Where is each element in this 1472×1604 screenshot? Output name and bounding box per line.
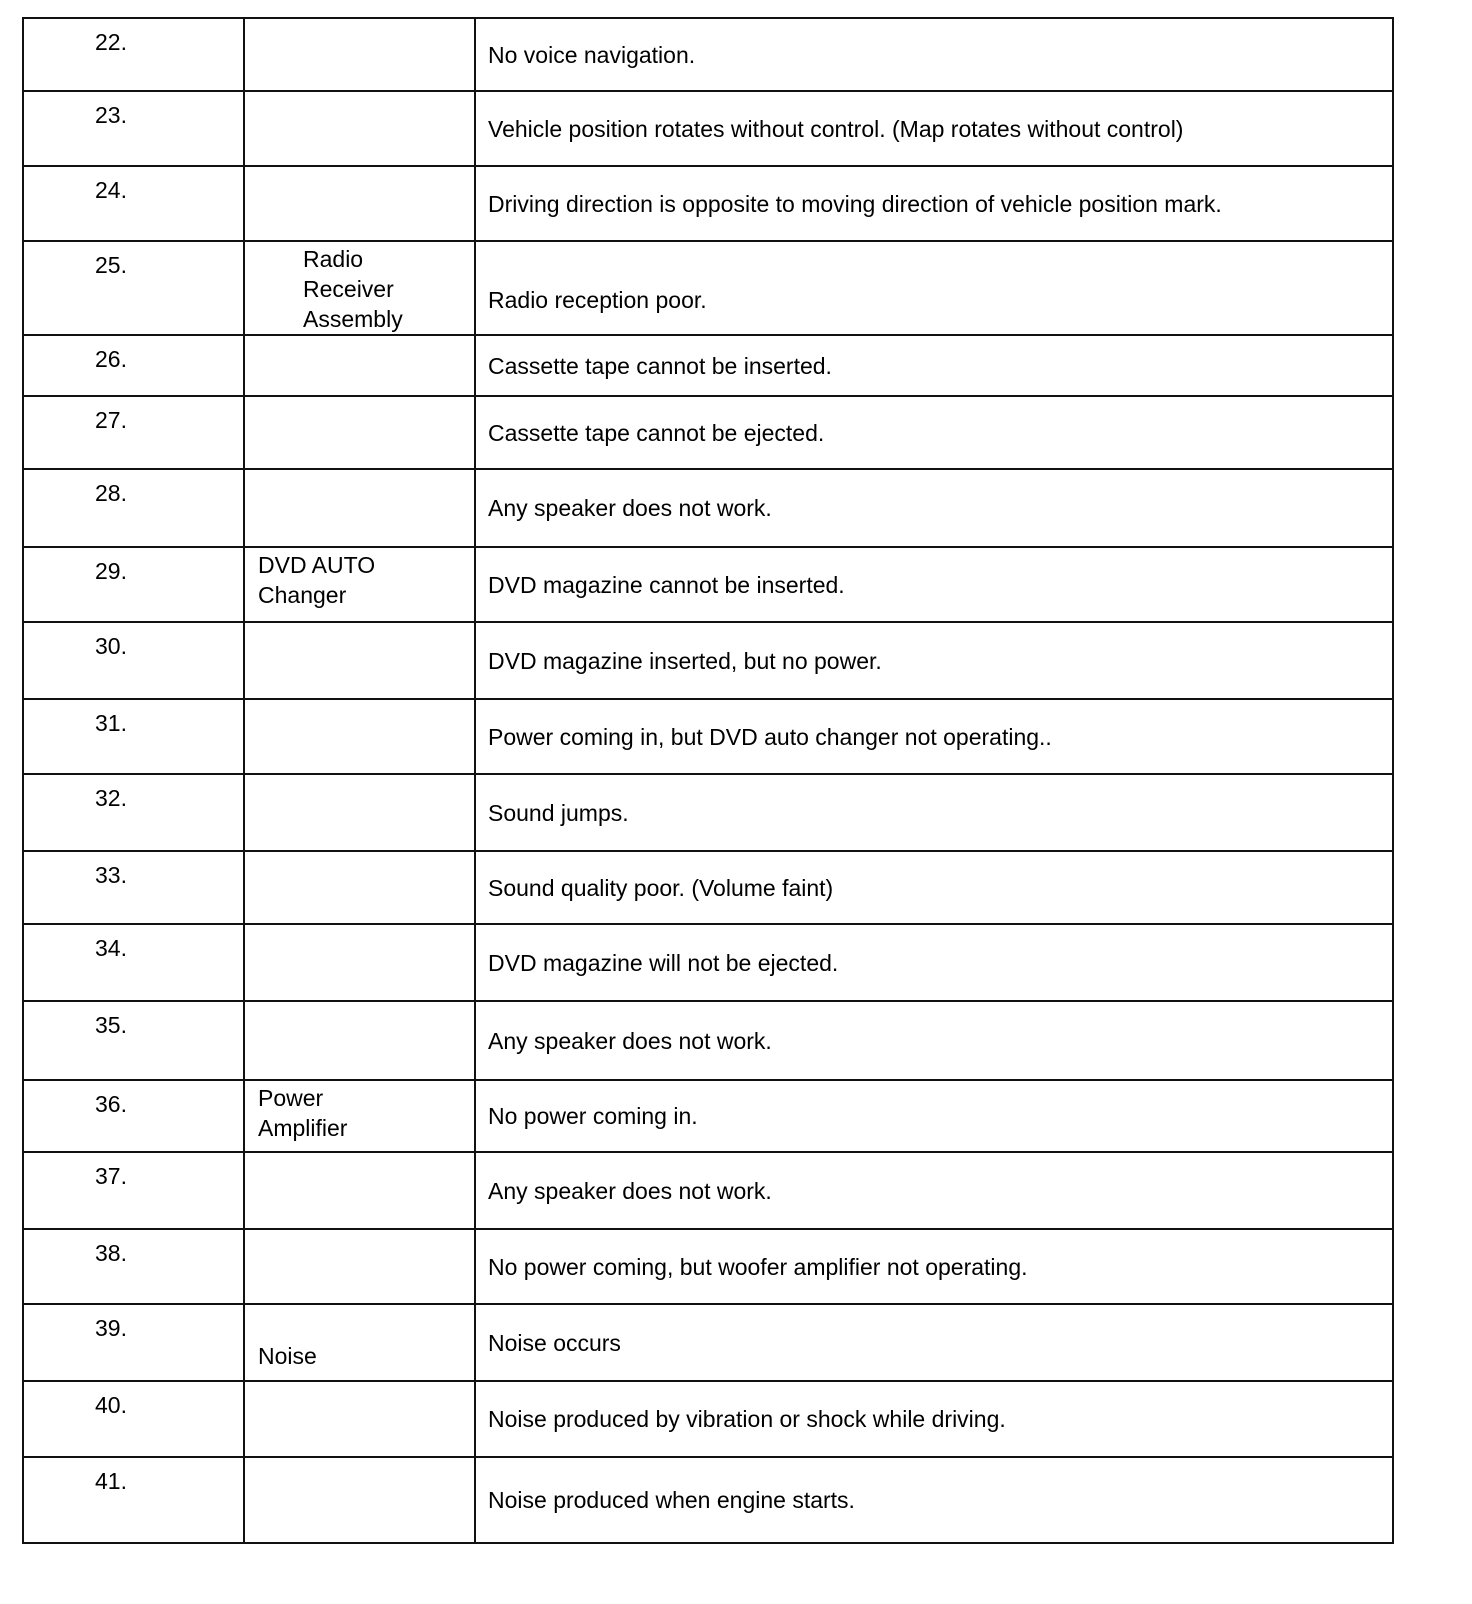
table-row — [23, 241, 1393, 335]
component-label: DVD AUTO — [258, 552, 376, 578]
troubleshooting-table — [22, 17, 1394, 1544]
table-row — [23, 1457, 1393, 1543]
item-number: 41. — [23, 1457, 244, 1543]
symptom-cell: Vehicle position rotates without control. (Map rotates without control) — [475, 91, 1393, 166]
symptom-cell: Power coming in, but DVD auto changer not operating.. — [475, 699, 1393, 774]
table-row — [23, 335, 1393, 396]
component-label: Receiver — [303, 276, 394, 302]
table-row — [23, 622, 1393, 699]
table-row — [23, 1229, 1393, 1304]
table-row — [23, 91, 1393, 166]
symptom-cell: DVD magazine cannot be inserted. — [475, 547, 1393, 622]
symptom-cell: DVD magazine will not be ejected. — [475, 924, 1393, 1001]
component-cell — [244, 699, 475, 774]
symptom-cell: Any speaker does not work. — [475, 1152, 1393, 1229]
component-cell — [244, 1381, 475, 1457]
symptom-cell: Sound quality poor. (Volume faint) — [475, 851, 1393, 924]
table-row — [23, 1152, 1393, 1229]
item-number: 32. — [23, 774, 244, 851]
symptom-cell: Noise produced by vibration or shock while driving. — [475, 1381, 1393, 1457]
item-number: 23. — [23, 91, 244, 166]
component-label: Power — [258, 1085, 324, 1111]
item-number: 39. — [23, 1304, 244, 1381]
component-cell — [244, 1001, 475, 1080]
component-label: Amplifier — [258, 1115, 348, 1141]
symptom-cell: Sound jumps. — [475, 774, 1393, 851]
component-cell — [244, 547, 475, 622]
symptom-cell: Radio reception poor. — [475, 241, 1393, 335]
table-row — [23, 469, 1393, 547]
item-number: 28. — [23, 469, 244, 547]
table-row — [23, 924, 1393, 1001]
component-cell — [244, 18, 475, 91]
table-row — [23, 1304, 1393, 1381]
component-cell — [244, 1152, 475, 1229]
symptom-cell: Cassette tape cannot be inserted. — [475, 335, 1393, 396]
symptom-cell: No power coming in. — [475, 1080, 1393, 1152]
item-number: 22. — [23, 18, 244, 91]
component-label: Assembly — [303, 306, 403, 332]
component-cell — [244, 1457, 475, 1543]
component-cell — [244, 241, 475, 335]
table-row — [23, 851, 1393, 924]
component-cell — [244, 1080, 475, 1152]
table-row — [23, 699, 1393, 774]
symptom-cell: Cassette tape cannot be ejected. — [475, 396, 1393, 469]
symptom-cell: Driving direction is opposite to moving direction of vehicle position mark. — [475, 166, 1393, 241]
item-number: 40. — [23, 1381, 244, 1457]
item-number: 34. — [23, 924, 244, 1001]
item-number: 26. — [23, 335, 244, 396]
table-row — [23, 547, 1393, 622]
item-number: 38. — [23, 1229, 244, 1304]
component-cell — [244, 622, 475, 699]
table-row — [23, 166, 1393, 241]
item-number: 33. — [23, 851, 244, 924]
component-cell — [244, 1304, 475, 1381]
symptom-cell: No power coming, but woofer amplifier not operating. — [475, 1229, 1393, 1304]
item-number: 29. — [23, 547, 244, 622]
symptom-cell: No voice navigation. — [475, 18, 1393, 91]
item-number: 24. — [23, 166, 244, 241]
component-cell — [244, 335, 475, 396]
table-row — [23, 396, 1393, 469]
symptom-cell: Noise produced when engine starts. — [475, 1457, 1393, 1543]
component-cell — [244, 924, 475, 1001]
component-cell — [244, 396, 475, 469]
component-cell — [244, 851, 475, 924]
table-row — [23, 1381, 1393, 1457]
component-cell — [244, 469, 475, 547]
symptom-cell: Noise occurs — [475, 1304, 1393, 1381]
symptom-cell: Any speaker does not work. — [475, 469, 1393, 547]
component-cell — [244, 91, 475, 166]
component-cell — [244, 1229, 475, 1304]
table-row — [23, 1001, 1393, 1080]
table-row — [23, 774, 1393, 851]
item-number: 31. — [23, 699, 244, 774]
table-row — [23, 1080, 1393, 1152]
item-number: 27. — [23, 396, 244, 469]
component-label: Changer — [258, 582, 347, 608]
component-label: Noise — [258, 1343, 317, 1369]
item-number: 30. — [23, 622, 244, 699]
component-cell — [244, 166, 475, 241]
item-number: 25. — [23, 241, 244, 335]
component-label: Radio — [303, 246, 364, 272]
symptom-cell: DVD magazine inserted, but no power. — [475, 622, 1393, 699]
symptom-cell: Any speaker does not work. — [475, 1001, 1393, 1080]
item-number: 37. — [23, 1152, 244, 1229]
component-cell — [244, 774, 475, 851]
item-number: 35. — [23, 1001, 244, 1080]
item-number: 36. — [23, 1080, 244, 1152]
table-row — [23, 18, 1393, 91]
